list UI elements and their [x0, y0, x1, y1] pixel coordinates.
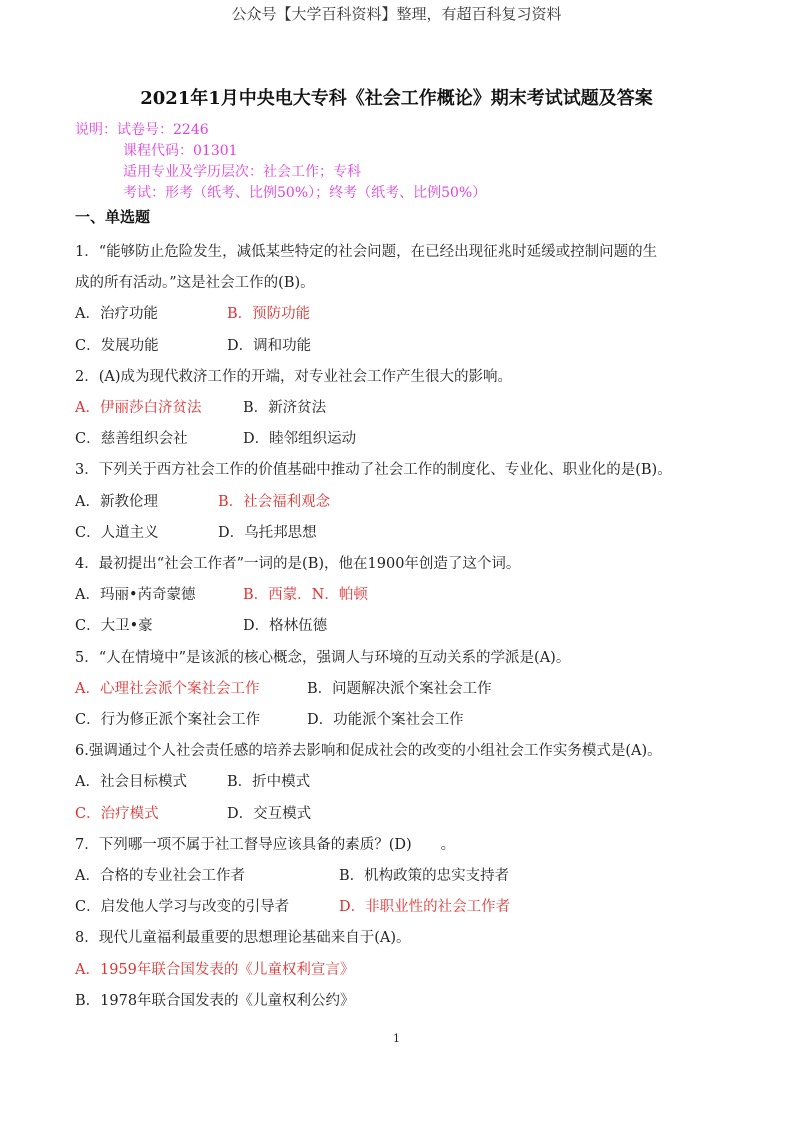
option-d: D．睦邻组织运动	[243, 431, 357, 448]
option-b: B．机构政策的忠实支持者	[339, 868, 510, 885]
option-c: C．大卫•豪	[75, 618, 153, 635]
question-text: 2．(A)成为现代救济工作的开端，对专业社会工作产生很大的影响。	[75, 368, 513, 385]
option-d: D．乌托邦思想	[218, 524, 317, 541]
option-d-answer: D．非职业性的社会工作者	[339, 899, 511, 916]
option-c: C．慈善组织会社	[75, 431, 188, 448]
option-a: A．新教伦理	[75, 493, 158, 510]
note-line: 课程代码：01301	[123, 143, 238, 159]
question-list	[75, 237, 735, 1017]
note-label: 说明：	[75, 122, 117, 138]
option-a: A．社会目标模式	[75, 774, 187, 791]
option-b: B．问题解决派个案社会工作	[307, 680, 492, 697]
option-c-answer: C．治疗模式	[75, 805, 159, 822]
option-d: D．格林伍德	[243, 618, 328, 635]
exam-notes	[75, 120, 486, 204]
option-b: B．1978年联合国发表的《儿童权利公约》	[75, 992, 355, 1009]
question-text: 成的所有活动。”这是社会工作的(B)。	[75, 275, 315, 292]
page-header: 公众号【大学百科资料】整理，有超百科复习资料	[231, 5, 562, 23]
option-a-answer: A．伊丽莎白济贫法	[75, 400, 202, 417]
option-c: C．人道主义	[75, 524, 159, 541]
option-a: A．合格的专业社会工作者	[75, 868, 245, 885]
section-heading: 一、单选题	[75, 208, 151, 226]
option-b: B．新济贫法	[243, 400, 327, 417]
question-text: 6.强调通过个人社会责任感的培养去影响和促成社会的改变的小组社会工作实务模式是(A)。	[75, 743, 662, 760]
option-b: B．折中模式	[227, 774, 311, 791]
option-d: D．调和功能	[227, 337, 312, 354]
option-c: C．行为修正派个案社会工作	[75, 712, 261, 729]
option-b-answer: B．预防功能	[227, 306, 311, 323]
option-a-answer: A．心理社会派个案社会工作	[75, 680, 260, 697]
page-number: 1	[393, 1032, 400, 1045]
option-d: D．功能派个案社会工作	[307, 712, 464, 729]
note-line: 适用专业及学历层次：社会工作；专科	[123, 164, 361, 180]
option-a: A．玛丽•芮奇蒙德	[75, 587, 196, 604]
question-text: 3．下列关于西方社会工作的价值基础中推动了社会工作的制度化、专业化、职业化的是(B)。	[75, 462, 672, 479]
note-line: 试卷号：2246	[117, 122, 209, 138]
option-b-answer: B．社会福利观念	[218, 493, 331, 510]
question-text: 8．现代儿童福利最重要的思想理论基础来自于(A)。	[75, 930, 411, 947]
option-c: C．启发他人学习与改变的引导者	[75, 899, 290, 916]
option-c: C．发展功能	[75, 337, 159, 354]
option-d: D．交互模式	[227, 805, 312, 822]
question-text: 1．“能够防止危险发生，减低某些特定的社会问题，在已经出现征兆时延缓或控制问题的生	[75, 244, 658, 260]
question-text: 4．最初提出“社会工作者”一词的是(B)，他在1900年创造了这个词。	[75, 556, 521, 573]
option-a-answer: A．1959年联合国发表的《儿童权利宣言》	[75, 961, 355, 978]
note-line: 考试：形考（纸考、比例50%）；终考（纸考、比例50%）	[123, 185, 487, 201]
option-a: A．治疗功能	[75, 306, 158, 323]
question-text: 5．“人在情境中”是该派的核心概念，强调人与环境的互动关系的学派是(A)。	[75, 649, 571, 666]
question-text: 7．下列哪一项不属于社工督导应该具备的素质？(D) 。	[75, 836, 456, 853]
option-b-answer: B．西蒙．N．帕顿	[243, 587, 368, 604]
document-title: 2021年1月中央电大专科《社会工作概论》期末考试试题及答案	[140, 88, 653, 109]
